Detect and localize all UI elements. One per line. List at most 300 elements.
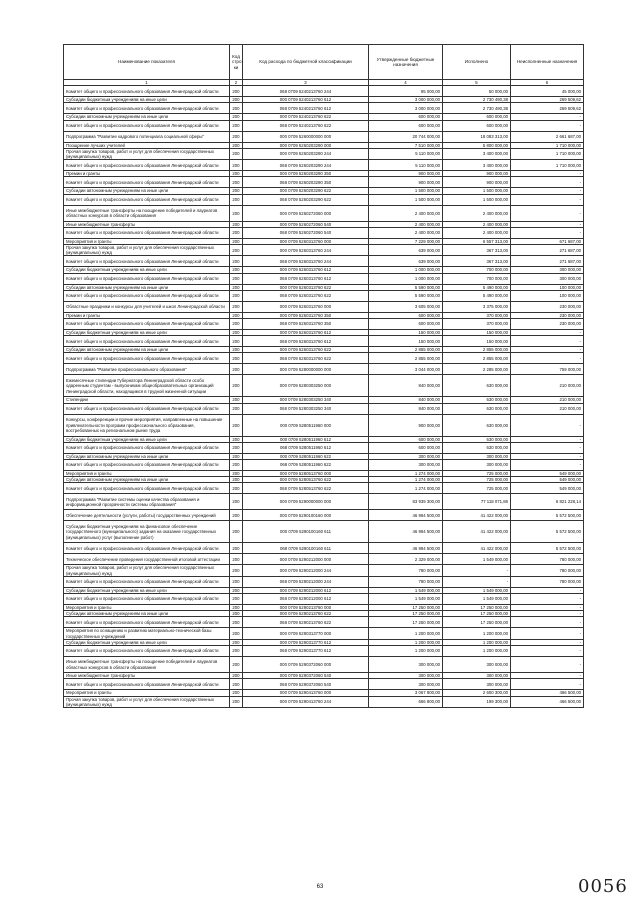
row-approved: 900 000,00 bbox=[369, 171, 443, 177]
row-line-code: 200 bbox=[230, 679, 243, 690]
table-row bbox=[64, 256, 584, 267]
table-row bbox=[64, 510, 584, 521]
header-name: Наименование показателя bbox=[64, 45, 230, 80]
row-budget-code: 000 0709 5260313760 612 bbox=[243, 267, 369, 273]
row-name: Премии и гранты bbox=[64, 171, 230, 177]
row-executed: 1 549 000,00 bbox=[443, 554, 511, 565]
row-name: Комитет общего и профессионального образования Ленинградской области bbox=[64, 336, 230, 347]
table-row bbox=[64, 97, 584, 103]
row-line-code: 200 bbox=[230, 171, 243, 177]
row-budget-code: 000 0709 5260203290 350 bbox=[243, 171, 369, 177]
row-executed: 2 730 490,38 bbox=[443, 103, 511, 114]
row-approved: 5 590 000,00 bbox=[369, 284, 443, 290]
row-executed: 725 000,00 bbox=[443, 471, 511, 477]
row-name: Ежемесячные стипендии Губернатора Ленинградской области особо одаренным студентам - выпускникам общеобразовательных организаций Ленинградской области, находящимся в трудной жизненной ситуации bbox=[64, 375, 230, 397]
row-name: Комитет общего и профессионального образования Ленинградской области bbox=[64, 617, 230, 628]
row-name: Комитет общего и профессионального образования Ленинградской области bbox=[64, 273, 230, 284]
row-executed: 17 250 000,00 bbox=[443, 611, 511, 617]
row-line-code: 200 bbox=[230, 494, 243, 510]
row-approved: 1 500 000,00 bbox=[369, 194, 443, 205]
row-approved: 300 000,00 bbox=[369, 679, 443, 690]
row-budget-code: 000 0709 5260272060 000 bbox=[243, 205, 369, 221]
header-line-code: Код стро ки bbox=[230, 45, 243, 80]
row-executed: 700 000,00 bbox=[443, 267, 511, 273]
table-row bbox=[64, 160, 584, 171]
row-approved: 2 855 000,00 bbox=[369, 347, 443, 353]
row-approved: 3 044 000,00 bbox=[369, 364, 443, 375]
row-budget-code: 000 0709 5290212000 000 bbox=[243, 554, 369, 565]
row-approved: 3 067 800,00 bbox=[369, 690, 443, 696]
row-budget-code: 000 0709 5290100160 000 bbox=[243, 510, 369, 521]
row-budget-code: 000 0709 5290212000 612 bbox=[243, 587, 369, 593]
row-line-code: 200 bbox=[230, 238, 243, 244]
table-row bbox=[64, 521, 584, 543]
row-unexecuted: - bbox=[511, 177, 584, 188]
row-unexecuted: - bbox=[511, 605, 584, 611]
row-name: Комитет общего и профессионального образования Ленинградской области bbox=[64, 256, 230, 267]
table-row bbox=[64, 319, 584, 330]
table-row bbox=[64, 628, 584, 639]
row-name: Областные праздники и конкурсы для учителей и школ Ленинградской области bbox=[64, 301, 230, 312]
row-budget-code: 068 0709 5290212000 244 bbox=[243, 576, 369, 587]
row-approved: 1 200 000,00 bbox=[369, 628, 443, 639]
row-name: Иные межбюджетные трансферты bbox=[64, 673, 230, 679]
row-line-code: 200 bbox=[230, 256, 243, 267]
row-line-code: 200 bbox=[230, 353, 243, 364]
row-name: Комитет общего и профессионального образования Ленинградской области bbox=[64, 543, 230, 554]
row-line-code: 200 bbox=[230, 312, 243, 318]
row-unexecuted: 549 000,00 bbox=[511, 483, 584, 494]
row-name: Субсидии бюджетным учреждениям на иные цели bbox=[64, 436, 230, 442]
row-approved: 1 274 000,00 bbox=[369, 471, 443, 477]
row-unexecuted: 466 500,00 bbox=[511, 696, 584, 707]
row-executed: 300 000,00 bbox=[443, 657, 511, 673]
row-unexecuted: 780 000,00 bbox=[511, 554, 584, 565]
row-executed: 199 300,00 bbox=[443, 696, 511, 707]
row-executed: 6 557 313,00 bbox=[443, 238, 511, 244]
row-name: Комитет общего и профессионального образования Ленинградской области bbox=[64, 403, 230, 414]
row-executed: 2 600 300,00 bbox=[443, 690, 511, 696]
page-number: 63 bbox=[316, 884, 324, 890]
row-approved: 46 994 500,00 bbox=[369, 543, 443, 554]
row-approved: 1 200 000,00 bbox=[369, 646, 443, 657]
row-line-code: 200 bbox=[230, 148, 243, 159]
row-unexecuted: - bbox=[511, 171, 584, 177]
table-row bbox=[64, 301, 584, 312]
row-line-code: 200 bbox=[230, 131, 243, 142]
archive-stamp-number: 0056 bbox=[578, 876, 628, 897]
row-name: Субсидии автономным учреждениям на иные цели bbox=[64, 453, 230, 459]
row-line-code: 200 bbox=[230, 330, 243, 336]
table-row bbox=[64, 267, 584, 273]
row-executed: 300 000,00 bbox=[443, 453, 511, 459]
row-line-code: 200 bbox=[230, 284, 243, 290]
row-name: Субсидии бюджетным учреждениям на иные цели bbox=[64, 330, 230, 336]
row-line-code: 200 bbox=[230, 554, 243, 565]
row-unexecuted: - bbox=[511, 639, 584, 645]
row-line-code: 200 bbox=[230, 221, 243, 227]
row-budget-code: 000 0709 5290372060 000 bbox=[243, 657, 369, 673]
row-line-code: 200 bbox=[230, 414, 243, 436]
row-approved: 300 000,00 bbox=[369, 460, 443, 471]
row-unexecuted: 100 000,00 bbox=[511, 284, 584, 290]
row-executed: 50 000,00 bbox=[443, 86, 511, 97]
row-name: Мероприятия и гранты bbox=[64, 471, 230, 477]
row-line-code: 200 bbox=[230, 205, 243, 221]
row-executed: 18 083 313,00 bbox=[443, 131, 511, 142]
table-row bbox=[64, 477, 584, 483]
row-approved: 2 855 000,00 bbox=[369, 353, 443, 364]
row-line-code: 200 bbox=[230, 160, 243, 171]
row-line-code: 200 bbox=[230, 375, 243, 397]
row-name: Комитет общего и профессионального образования Ленинградской области bbox=[64, 103, 230, 114]
row-name: Субсидии автономным учреждениям на иные цели bbox=[64, 188, 230, 194]
row-approved: 600 000,00 bbox=[369, 120, 443, 131]
column-number: 6 bbox=[511, 80, 584, 86]
row-line-code: 200 bbox=[230, 267, 243, 273]
table-row bbox=[64, 679, 584, 690]
row-budget-code: 000 0709 5260313760 622 bbox=[243, 284, 369, 290]
row-line-code: 200 bbox=[230, 587, 243, 593]
table-row bbox=[64, 284, 584, 290]
row-unexecuted: - bbox=[511, 227, 584, 238]
row-approved: 600 000,00 bbox=[369, 436, 443, 442]
row-unexecuted: 5 572 500,00 bbox=[511, 510, 584, 521]
table-row bbox=[64, 194, 584, 205]
row-unexecuted: 271 687,00 bbox=[511, 245, 584, 256]
row-budget-code: 000 0709 5260313760 000 bbox=[243, 238, 369, 244]
row-line-code: 200 bbox=[230, 605, 243, 611]
table-row bbox=[64, 483, 584, 494]
row-line-code: 200 bbox=[230, 319, 243, 330]
row-name: Мероприятия и гранты bbox=[64, 238, 230, 244]
row-budget-code: 068 0709 5240213760 244 bbox=[243, 86, 369, 97]
row-approved: 83 939 300,00 bbox=[369, 494, 443, 510]
header-unexecuted: Неисполненные назначения bbox=[511, 45, 584, 80]
row-unexecuted: - bbox=[511, 436, 584, 442]
row-executed: 17 250 000,00 bbox=[443, 605, 511, 611]
row-budget-code: 068 0709 5260203290 350 bbox=[243, 177, 369, 188]
row-executed: 700 000,00 bbox=[443, 273, 511, 284]
row-name: Прочая закупка товаров, работ и услуг для обеспечения государственных (муниципальных) нужд bbox=[64, 696, 230, 707]
row-approved: 666 800,00 bbox=[369, 696, 443, 707]
row-budget-code: 068 0709 5260313760 612 bbox=[243, 336, 369, 347]
row-line-code: 200 bbox=[230, 611, 243, 617]
table-row bbox=[64, 273, 584, 284]
row-approved: 2 400 000,00 bbox=[369, 205, 443, 221]
row-executed: 370 000,00 bbox=[443, 312, 511, 318]
row-approved: 1 549 000,00 bbox=[369, 594, 443, 605]
row-approved: 20 744 000,00 bbox=[369, 131, 443, 142]
row-executed: 1 500 000,00 bbox=[443, 194, 511, 205]
row-approved: 1 549 000,00 bbox=[369, 587, 443, 593]
row-budget-code: 000 0709 5240213760 612 bbox=[243, 97, 369, 103]
row-unexecuted: 1 710 000,00 bbox=[511, 148, 584, 159]
column-number: 1 bbox=[64, 80, 230, 86]
row-approved: 2 400 000,00 bbox=[369, 221, 443, 227]
row-name: Иные межбюджетные трансферты bbox=[64, 221, 230, 227]
row-unexecuted: 1 710 000,00 bbox=[511, 160, 584, 171]
row-executed: 41 422 000,00 bbox=[443, 521, 511, 543]
row-budget-code: 000 0709 5290313770 000 bbox=[243, 628, 369, 639]
row-unexecuted: - bbox=[511, 594, 584, 605]
row-approved: 300 000,00 bbox=[369, 673, 443, 679]
row-line-code: 200 bbox=[230, 397, 243, 403]
row-name: Комитет общего и профессионального образования Ленинградской области bbox=[64, 576, 230, 587]
row-executed: 1 500 000,00 bbox=[443, 188, 511, 194]
row-unexecuted: 780 000,00 bbox=[511, 576, 584, 587]
row-approved: 2 329 000,00 bbox=[369, 554, 443, 565]
row-line-code: 200 bbox=[230, 483, 243, 494]
row-executed: 1 200 000,00 bbox=[443, 646, 511, 657]
row-budget-code: 000 0709 5280511960 000 bbox=[243, 414, 369, 436]
row-budget-code: 068 0709 5260313760 622 bbox=[243, 290, 369, 301]
row-executed: 367 313,00 bbox=[443, 245, 511, 256]
row-name: Подпрограмма "Развитие системы оценки качества образования и информационной прозрачности системы образования" bbox=[64, 494, 230, 510]
table-row bbox=[64, 696, 584, 707]
table-row bbox=[64, 330, 584, 336]
table-row bbox=[64, 494, 584, 510]
row-budget-code: 068 0709 5290213760 622 bbox=[243, 617, 369, 628]
row-unexecuted: 5 572 500,00 bbox=[511, 521, 584, 543]
row-unexecuted: - bbox=[511, 336, 584, 347]
row-unexecuted: - bbox=[511, 657, 584, 673]
row-line-code: 200 bbox=[230, 565, 243, 576]
row-unexecuted: - bbox=[511, 120, 584, 131]
row-approved: 840 000,00 bbox=[369, 403, 443, 414]
row-name: Субсидии автономным учреждениям на иные цели bbox=[64, 284, 230, 290]
row-executed: 2 400 000,00 bbox=[443, 227, 511, 238]
row-executed: 600 000,00 bbox=[443, 120, 511, 131]
column-number: 3 bbox=[243, 80, 369, 86]
row-unexecuted: 210 000,00 bbox=[511, 403, 584, 414]
row-executed: 1 549 000,00 bbox=[443, 594, 511, 605]
table-row bbox=[64, 347, 584, 353]
row-approved: 840 000,00 bbox=[369, 375, 443, 397]
row-budget-code: 068 0709 5260313760 244 bbox=[243, 256, 369, 267]
row-line-code: 200 bbox=[230, 510, 243, 521]
table-row bbox=[64, 148, 584, 159]
row-budget-code: 000 0709 5290372060 540 bbox=[243, 673, 369, 679]
row-budget-code: 000 0709 5260313760 622 bbox=[243, 347, 369, 353]
row-approved: 840 000,00 bbox=[369, 397, 443, 403]
budget-execution-table bbox=[63, 44, 584, 708]
table-row bbox=[64, 617, 584, 628]
row-executed: 600 000,00 bbox=[443, 114, 511, 120]
row-budget-code: 000 0709 5280513760 622 bbox=[243, 477, 369, 483]
table-row bbox=[64, 227, 584, 238]
row-budget-code: 000 0709 5290313770 612 bbox=[243, 639, 369, 645]
row-executed: 300 000,00 bbox=[443, 460, 511, 471]
row-approved: 300 000,00 bbox=[369, 453, 443, 459]
row-line-code: 200 bbox=[230, 103, 243, 114]
row-budget-code: 068 0709 5260313760 612 bbox=[243, 273, 369, 284]
row-budget-code: 068 0709 5280303250 340 bbox=[243, 403, 369, 414]
row-unexecuted: - bbox=[511, 330, 584, 336]
row-approved: 600 000,00 bbox=[369, 114, 443, 120]
row-budget-code: 000 0709 5260313760 350 bbox=[243, 312, 369, 318]
row-unexecuted: - bbox=[511, 453, 584, 459]
row-line-code: 200 bbox=[230, 646, 243, 657]
row-budget-code: 000 0709 5260203290 000 bbox=[243, 142, 369, 148]
row-line-code: 200 bbox=[230, 114, 243, 120]
column-number: 4 bbox=[369, 80, 443, 86]
header-approved: Утвержденные бюджетные назначения bbox=[369, 45, 443, 80]
row-name: Комитет общего и профессионального образования Ленинградской области bbox=[64, 160, 230, 171]
table-row bbox=[64, 587, 584, 593]
row-approved: 780 000,00 bbox=[369, 565, 443, 576]
row-budget-code: 000 0709 5290000000 000 bbox=[243, 494, 369, 510]
row-name: Субсидии бюджетным учреждениям на иные цели bbox=[64, 639, 230, 645]
table-row bbox=[64, 103, 584, 114]
row-budget-code: 000 0709 5290212000 244 bbox=[243, 565, 369, 576]
row-executed: 630 000,00 bbox=[443, 442, 511, 453]
row-unexecuted: 549 000,00 bbox=[511, 477, 584, 483]
row-unexecuted: 271 687,00 bbox=[511, 256, 584, 267]
row-name: Комитет общего и профессионального образования Ленинградской области bbox=[64, 194, 230, 205]
row-budget-code: 068 0709 5260203290 622 bbox=[243, 194, 369, 205]
row-name: Субсидии бюджетным учреждениям на финансовое обеспечение государственного (муниципального) задания на оказание государственных (муниципальных) услуг (выполнение работ) bbox=[64, 521, 230, 543]
row-name: Подпрограмма "Развитие профессионального образования" bbox=[64, 364, 230, 375]
row-unexecuted: - bbox=[511, 628, 584, 639]
row-unexecuted: 549 000,00 bbox=[511, 471, 584, 477]
row-approved: 150 000,00 bbox=[369, 336, 443, 347]
row-executed: 725 000,00 bbox=[443, 483, 511, 494]
row-budget-code: 000 0709 5260203290 622 bbox=[243, 188, 369, 194]
row-unexecuted: 45 000,00 bbox=[511, 86, 584, 97]
row-approved: 1 274 000,00 bbox=[369, 483, 443, 494]
row-line-code: 200 bbox=[230, 690, 243, 696]
row-line-code: 200 bbox=[230, 628, 243, 639]
report-sheet bbox=[63, 44, 583, 708]
table-row bbox=[64, 543, 584, 554]
row-line-code: 200 bbox=[230, 639, 243, 645]
row-executed: 1 549 000,00 bbox=[443, 587, 511, 593]
table-row bbox=[64, 290, 584, 301]
row-approved: 3 605 000,00 bbox=[369, 301, 443, 312]
row-approved: 17 250 000,00 bbox=[369, 605, 443, 611]
row-unexecuted: - bbox=[511, 194, 584, 205]
table-row bbox=[64, 403, 584, 414]
row-budget-code: 068 0709 5260203290 244 bbox=[243, 160, 369, 171]
row-budget-code: 000 0709 5260313760 000 bbox=[243, 301, 369, 312]
table-header-row bbox=[64, 45, 584, 80]
row-budget-code: 068 0709 5260272060 540 bbox=[243, 227, 369, 238]
row-line-code: 200 bbox=[230, 347, 243, 353]
row-unexecuted: 230 000,00 bbox=[511, 312, 584, 318]
row-unexecuted: - bbox=[511, 205, 584, 221]
row-name: Субсидии автономным учреждениям на иные цели bbox=[64, 347, 230, 353]
table-row bbox=[64, 460, 584, 471]
row-approved: 1 000 000,00 bbox=[369, 267, 443, 273]
row-line-code: 200 bbox=[230, 436, 243, 442]
row-line-code: 200 bbox=[230, 188, 243, 194]
row-unexecuted: 269 509,62 bbox=[511, 97, 584, 103]
row-executed: 41 422 000,00 bbox=[443, 510, 511, 521]
row-line-code: 200 bbox=[230, 477, 243, 483]
row-line-code: 200 bbox=[230, 97, 243, 103]
row-line-code: 200 bbox=[230, 594, 243, 605]
row-name: Прочая закупка товаров, работ и услуг для обеспечения государственных (муниципальных) нужд bbox=[64, 245, 230, 256]
row-budget-code: 000 0709 5260313760 612 bbox=[243, 330, 369, 336]
table-row bbox=[64, 442, 584, 453]
row-budget-code: 000 0709 5260272060 540 bbox=[243, 221, 369, 227]
row-budget-code: 068 0709 5280511960 622 bbox=[243, 460, 369, 471]
row-executed: - bbox=[443, 565, 511, 576]
row-approved: 5 590 000,00 bbox=[369, 290, 443, 301]
row-unexecuted: 5 572 500,00 bbox=[511, 543, 584, 554]
row-executed: 300 000,00 bbox=[443, 679, 511, 690]
row-name: Комитет общего и профессионального образования Ленинградской области bbox=[64, 86, 230, 97]
row-name: Прочая закупка товаров, работ и услуг для обеспечения государственных (муниципальных) нужд bbox=[64, 565, 230, 576]
row-name: Комитет общего и профессионального образования Ленинградской области bbox=[64, 353, 230, 364]
row-budget-code: 000 0709 5260203290 244 bbox=[243, 148, 369, 159]
row-line-code: 200 bbox=[230, 696, 243, 707]
table-row bbox=[64, 364, 584, 375]
row-budget-code: 068 0709 5280511960 612 bbox=[243, 442, 369, 453]
row-executed: 900 000,00 bbox=[443, 177, 511, 188]
row-line-code: 200 bbox=[230, 273, 243, 284]
row-line-code: 200 bbox=[230, 364, 243, 375]
row-executed: 2 400 000,00 bbox=[443, 205, 511, 221]
row-name: Комитет общего и профессионального образования Ленинградской области bbox=[64, 646, 230, 657]
row-approved: 1 000 000,00 bbox=[369, 273, 443, 284]
row-executed: 1 200 000,00 bbox=[443, 639, 511, 645]
row-approved: 46 994 500,00 bbox=[369, 510, 443, 521]
table-row bbox=[64, 657, 584, 673]
row-unexecuted: 210 000,00 bbox=[511, 397, 584, 403]
row-unexecuted: 269 509,62 bbox=[511, 103, 584, 114]
table-row bbox=[64, 131, 584, 142]
row-name: Премии и гранты bbox=[64, 312, 230, 318]
row-line-code: 200 bbox=[230, 120, 243, 131]
row-line-code: 200 bbox=[230, 194, 243, 205]
row-name: Иные межбюджетные трансферты на поощрение победителей и лауреатов областных конкурсов в области образования bbox=[64, 205, 230, 221]
row-line-code: 200 bbox=[230, 617, 243, 628]
row-approved: 1 200 000,00 bbox=[369, 639, 443, 645]
row-line-code: 200 bbox=[230, 521, 243, 543]
row-executed: 2 855 000,00 bbox=[443, 347, 511, 353]
row-unexecuted: 230 000,00 bbox=[511, 319, 584, 330]
row-approved: 5 110 000,00 bbox=[369, 160, 443, 171]
row-budget-code: 000 0709 5290413760 244 bbox=[243, 696, 369, 707]
table-row bbox=[64, 86, 584, 97]
row-line-code: 200 bbox=[230, 403, 243, 414]
row-line-code: 200 bbox=[230, 177, 243, 188]
row-name: Обеспечение деятельности (услуги, работы) государственных учреждений bbox=[64, 510, 230, 521]
row-executed: - bbox=[443, 576, 511, 587]
row-unexecuted: - bbox=[511, 114, 584, 120]
row-unexecuted: - bbox=[511, 587, 584, 593]
row-name: Подпрограмма "Развитие кадрового потенциала социальной сферы" bbox=[64, 131, 230, 142]
row-unexecuted: 210 000,00 bbox=[511, 375, 584, 397]
row-budget-code: 000 0709 5280513760 000 bbox=[243, 471, 369, 477]
table-row bbox=[64, 554, 584, 565]
row-name: Комитет общего и профессионального образования Ленинградской области bbox=[64, 442, 230, 453]
row-line-code: 200 bbox=[230, 142, 243, 148]
row-approved: 300 000,00 bbox=[369, 657, 443, 673]
row-budget-code: 000 0709 5260313760 244 bbox=[243, 245, 369, 256]
row-executed: 150 000,00 bbox=[443, 336, 511, 347]
row-unexecuted: - bbox=[511, 679, 584, 690]
row-line-code: 200 bbox=[230, 86, 243, 97]
row-executed: 300 000,00 bbox=[443, 673, 511, 679]
row-budget-code: 000 0709 5280511960 622 bbox=[243, 453, 369, 459]
row-budget-code: 068 0709 5290372060 540 bbox=[243, 679, 369, 690]
row-approved: 150 000,00 bbox=[369, 330, 443, 336]
row-budget-code: 000 0709 5290100160 611 bbox=[243, 521, 369, 543]
row-approved: 3 000 000,00 bbox=[369, 103, 443, 114]
